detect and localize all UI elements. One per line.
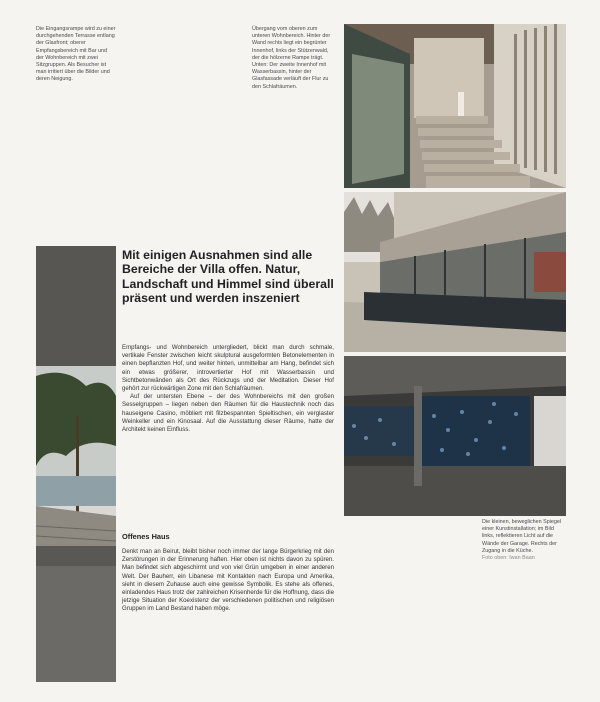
article-headline: Mit einigen Ausnahmen sind alle Bereiche der Villa offen. Natur, Landschaft und Himmel sind überall präsent und werden inszeniert	[122, 248, 334, 306]
section-subheading: Offenes Haus	[122, 532, 170, 541]
photo-credit: Foto oben: Iwan Baan	[482, 555, 535, 562]
caption-transition-living: Übergang vom oberen zum unteren Wohnbereich. Hinter der Wand rechts liegt ein begrünter Innenhof, links der Stützenwald, der die hölzerne Rampe trägt. Unten: Der zweite Innenhof mit Wasserbassin, hinter der Glasfassade verläuft der Flur zu den Schlafräumen.	[252, 26, 331, 90]
photo-courtyard-water-basin	[344, 192, 566, 352]
photo-garage-mirror-installation	[344, 356, 566, 516]
caption-garage-text: Die kleinen, beweglichen Spiegel einer Kunstinstallation; im Bild links, reflektieren Licht auf die Wände der Garage. Rechts der Zugang in die Küche.	[482, 519, 562, 554]
article-body-intro	[122, 344, 334, 434]
photo-staircase-interior	[344, 24, 566, 188]
paragraph-open-house: Denkt man an Beirut, bleibt bisher noch immer der lange Bürgerkrieg mit den Zerstörungen in der Erinnerung haften. Hier oben ist nichts davon zu spüren. Man befindet sich abgeschirmt und von viel Grün umgeben in einer anderen Welt. Der Bauherr, ein Libanese mit Kontakten nach Europa und Amerika, sieht in diesem Zuhause auch eine gewisse Symbolik. Es stehe als offenes, einladendes Haus trotz der zahlreichen Krisenherde für die Hoffnung, dass die jetzige Situation der Koexistenz der verschiedenen politischen und religiösen Gruppen im Land Bestand haben möge.	[122, 548, 334, 613]
paragraph-courtyards: Empfangs- und Wohnbereich untergliedert, blickt man durch schmale, vertikale Fenster zwischen leicht skulptural ausgeformten Betonelementen in einen bepflanzten Hof, und weiter hinten, unmittelbar am Hang, befindet sich ein etwas größerer, introvertierter Hof mit Wasserbassin und Sichtbetonwänden als Ort des Rückzugs und der Meditation. Dieser Hof gehört zur rückwärtigen Zone mit den Schlafräumen.	[122, 344, 334, 393]
paragraph-lower-level: Auf der untersten Ebene – der des Wohnbereichs mit den großen Sesselgruppen – liegen neben den Räumen für die Haustechnik noch das hauseigene Casino, möbliert mit filzbespannten Spieltischen, ein verglaster Weinkeller und ein Kinosaal. Auf die Ausstattung dieser Räume, hatte der Architekt keinen Einfluss.	[122, 393, 334, 434]
photo-terrace-pine-view	[36, 246, 116, 682]
caption-entrance-ramp: Die Eingangsrampe wird zu einer durchgehenden Terrasse entlang der Glasfront; oberer Empfangsbereich mit Bar und der Wohnbereich mit zwei Sitzgruppen. Als Besucher ist man irritiert über die Bilder und deren Neigung.	[36, 26, 116, 83]
caption-garage-installation	[482, 519, 566, 562]
